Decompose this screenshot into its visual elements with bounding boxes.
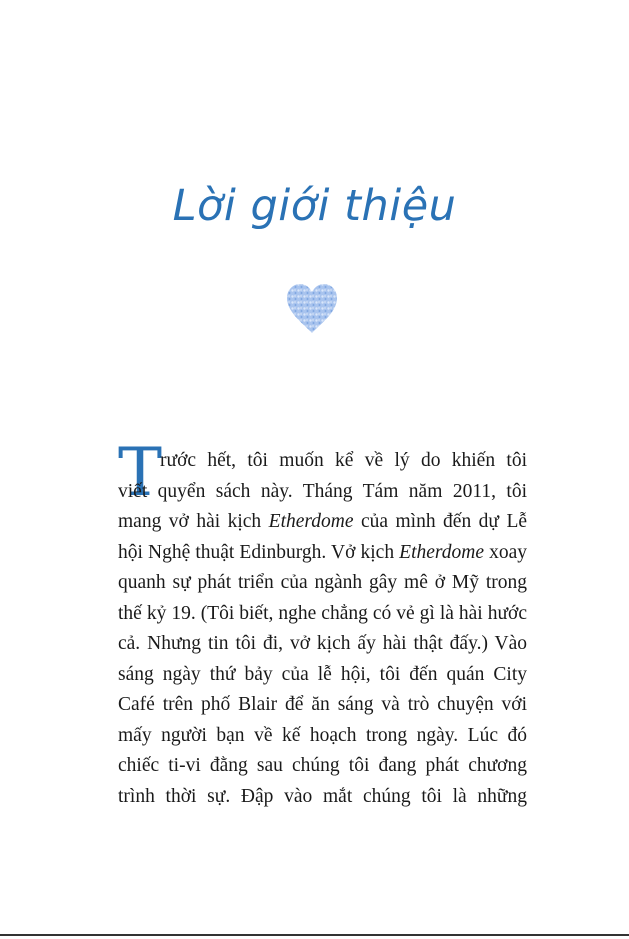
play-title: Etherdome (268, 511, 354, 532)
heart-icon (285, 283, 339, 335)
text-line: sáng ngày thứ bảy của lễ hội, tôi đến quán City (118, 663, 527, 685)
drop-cap: T (118, 434, 163, 511)
text-line: viết quyển sách này. Tháng Tám năm 2011, tôi (118, 480, 527, 502)
text-line: trình thời sự. Đập vào mắt chúng tôi là những (118, 785, 527, 807)
body-paragraph (118, 446, 527, 812)
text-line: quanh sự phát triển của ngành gây mê ở Mỹ trong (118, 572, 527, 593)
text-line: Café trên phố Blair để ăn sáng và trò chuyện với (118, 694, 527, 715)
text-line: cả. Nhưng tin tôi đi, vở kịch ấy hài thật đấy.) Vào (118, 633, 527, 654)
text-line: mấy người bạn về kế hoạch trong ngày. Lúc đó (118, 724, 527, 746)
text-line: hội Nghệ thuật Edinburgh. Vở kịch Etherdome xoay (118, 541, 527, 563)
page-bottom-rule (0, 934, 629, 936)
text-line: chiếc ti-vi đằng sau chúng tôi đang phát chương (118, 755, 527, 776)
play-title: Etherdome (399, 541, 484, 563)
chapter-title: Lời giới thiệu (172, 181, 457, 231)
text-line: thế kỷ 19. (Tôi biết, nghe chẳng có vẻ gì là hài hước (118, 602, 527, 624)
text-line: rước hết, tôi muốn kể về lý do khiến tôi (160, 450, 527, 471)
text-line: mang vở hài kịch Etherdome của mình đến dự Lễ (118, 511, 528, 532)
